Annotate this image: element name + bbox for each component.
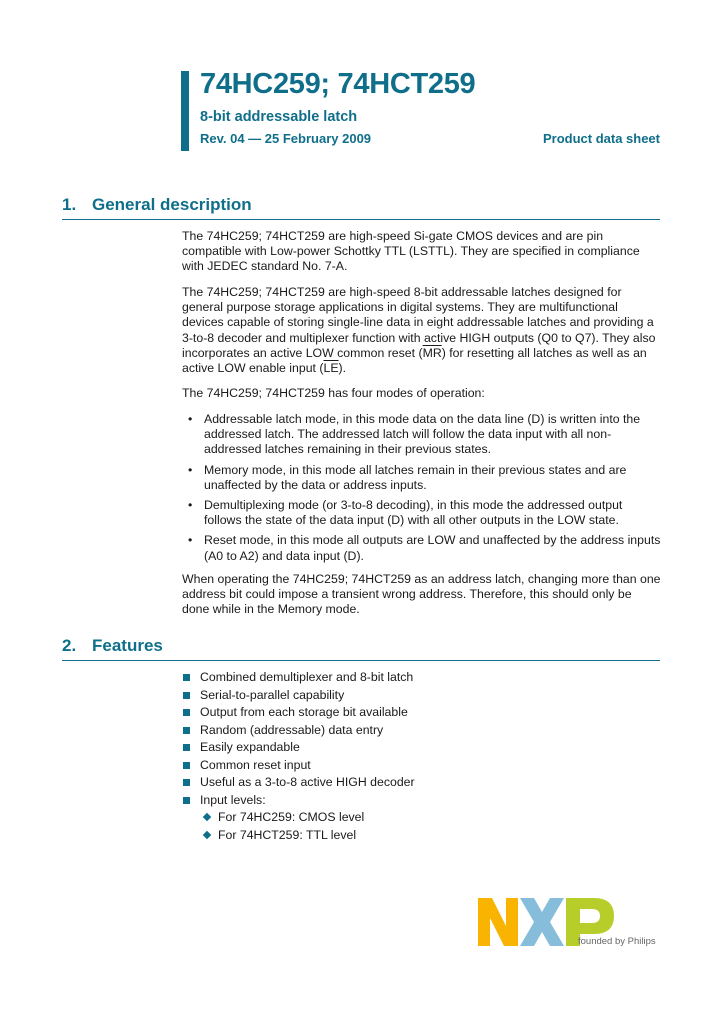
section-number: 2. (62, 636, 77, 655)
list-item (182, 774, 415, 792)
square-bullet-icon (183, 797, 190, 804)
list-item-text: Demultiplexing mode (or 3-to-8 decoding), in this mode the addressed output follows the state of the data input (D) with all other outputs in the LOW state. (204, 498, 623, 528)
square-bullet-icon (183, 727, 190, 734)
text-run: The 74HC259; 74HCT259 are high-speed 8-bit addressable latches designed for general purpose storage applications in digital systems. They are multifunctional devices capable of storing single-line data in eight addressable latches and providing a 3-to-8 decoder and multiplexer function with active HIGH outputs (Q0 to Q7). They also incorporates an active LOW common reset ( (182, 285, 656, 360)
diamond-bullet-icon (203, 813, 211, 821)
square-bullet-icon (183, 762, 190, 769)
document-type: Product data sheet (542, 131, 660, 146)
section-title: Features (92, 636, 163, 655)
list-item (182, 669, 415, 687)
section-heading-general-description (62, 195, 660, 220)
square-bullet-icon (183, 779, 190, 786)
square-bullet-icon (183, 692, 190, 699)
square-bullet-icon (183, 674, 190, 681)
document-subtitle: 8-bit addressable latch (200, 109, 358, 125)
list-item (182, 463, 662, 493)
feature-text: Easily expandable (200, 740, 300, 754)
bullet-dot: • (188, 462, 193, 477)
paragraph-modes-intro: The 74HC259; 74HCT259 has four modes of operation: (182, 386, 485, 400)
paragraph-address-latch-note: When operating the 74HC259; 74HCT259 as an address latch, changing more than one address bit could impose a transient wrong address. Therefore, this should only be done while in the Memory mode. (182, 572, 661, 617)
subfeature-text: For 74HCT259: TTL level (218, 827, 357, 842)
list-item (182, 498, 662, 528)
logo-letter-x (520, 898, 564, 946)
list-item (182, 533, 662, 563)
feature-text: Common reset input (200, 757, 311, 772)
list-item (182, 722, 415, 740)
bullet-dot: • (188, 533, 193, 548)
section-number: 1. (62, 195, 77, 214)
list-item (182, 412, 662, 458)
list-item (204, 809, 364, 827)
section-title: General description (92, 195, 252, 214)
mr-signal: $\overline{MR}$ (422, 345, 442, 360)
header-accent-bar (181, 71, 189, 151)
le-signal: $\overline{LE}$ (323, 361, 339, 376)
text-run: ) for resetting all latches as well as an active LOW enable input ( (182, 345, 647, 376)
feature-text: Serial-to-parallel capability (200, 687, 345, 702)
document-revision: Rev. 04 — 25 February 2009 (200, 131, 372, 146)
paragraph-intro: The 74HC259; 74HCT259 are high-speed Si-gate CMOS devices and are pin compatible with Low-power Schottky TTL (LSTTL). They are specified in compliance with JEDEC standard No. 7-A. (182, 229, 640, 274)
list-item-text: Memory mode, in this mode all latches remain in their previous states and are unaffected by the data or address inputs. (204, 462, 627, 492)
square-bullet-icon (183, 744, 190, 751)
square-bullet-icon (183, 709, 190, 716)
feature-text: Input levels: (200, 792, 266, 807)
feature-text: Combined demultiplexer and 8-bit latch (200, 670, 414, 684)
list-item (204, 827, 364, 845)
feature-text: Output from each storage bit available (200, 705, 408, 719)
section-heading-features (62, 636, 660, 661)
list-item (182, 739, 415, 757)
list-item-text: Reset mode, in this mode all outputs are LOW and unaffected by the address inputs (A0 to A2) and data input (D). (204, 533, 661, 563)
list-item (182, 792, 415, 810)
features-list (182, 669, 415, 809)
input-levels-sublist (204, 809, 364, 844)
document-title: 74HC259; 74HCT259 (200, 68, 476, 100)
text-run: ). (338, 361, 347, 376)
list-item (182, 757, 415, 775)
feature-text: Random (addressable) data entry (200, 722, 384, 737)
logo-letter-n (478, 898, 518, 946)
feature-text: Useful as a 3-to-8 active HIGH decoder (200, 775, 415, 789)
bullet-dot: • (188, 412, 193, 426)
list-item (182, 687, 415, 705)
logo-tagline: founded by Philips (578, 936, 656, 947)
diamond-bullet-icon (203, 830, 211, 838)
subfeature-text: For 74HC259: CMOS level (218, 810, 365, 824)
list-item-text: Addressable latch mode, in this mode data on the data line (D) is written into the addressed latch. The addressed latch will follow the data input with all non-addressed latches remaining in their previous states. (204, 412, 641, 457)
modes-list (182, 412, 662, 569)
paragraph-latch-description (182, 285, 662, 376)
bullet-dot: • (188, 498, 193, 513)
list-item (182, 704, 415, 722)
